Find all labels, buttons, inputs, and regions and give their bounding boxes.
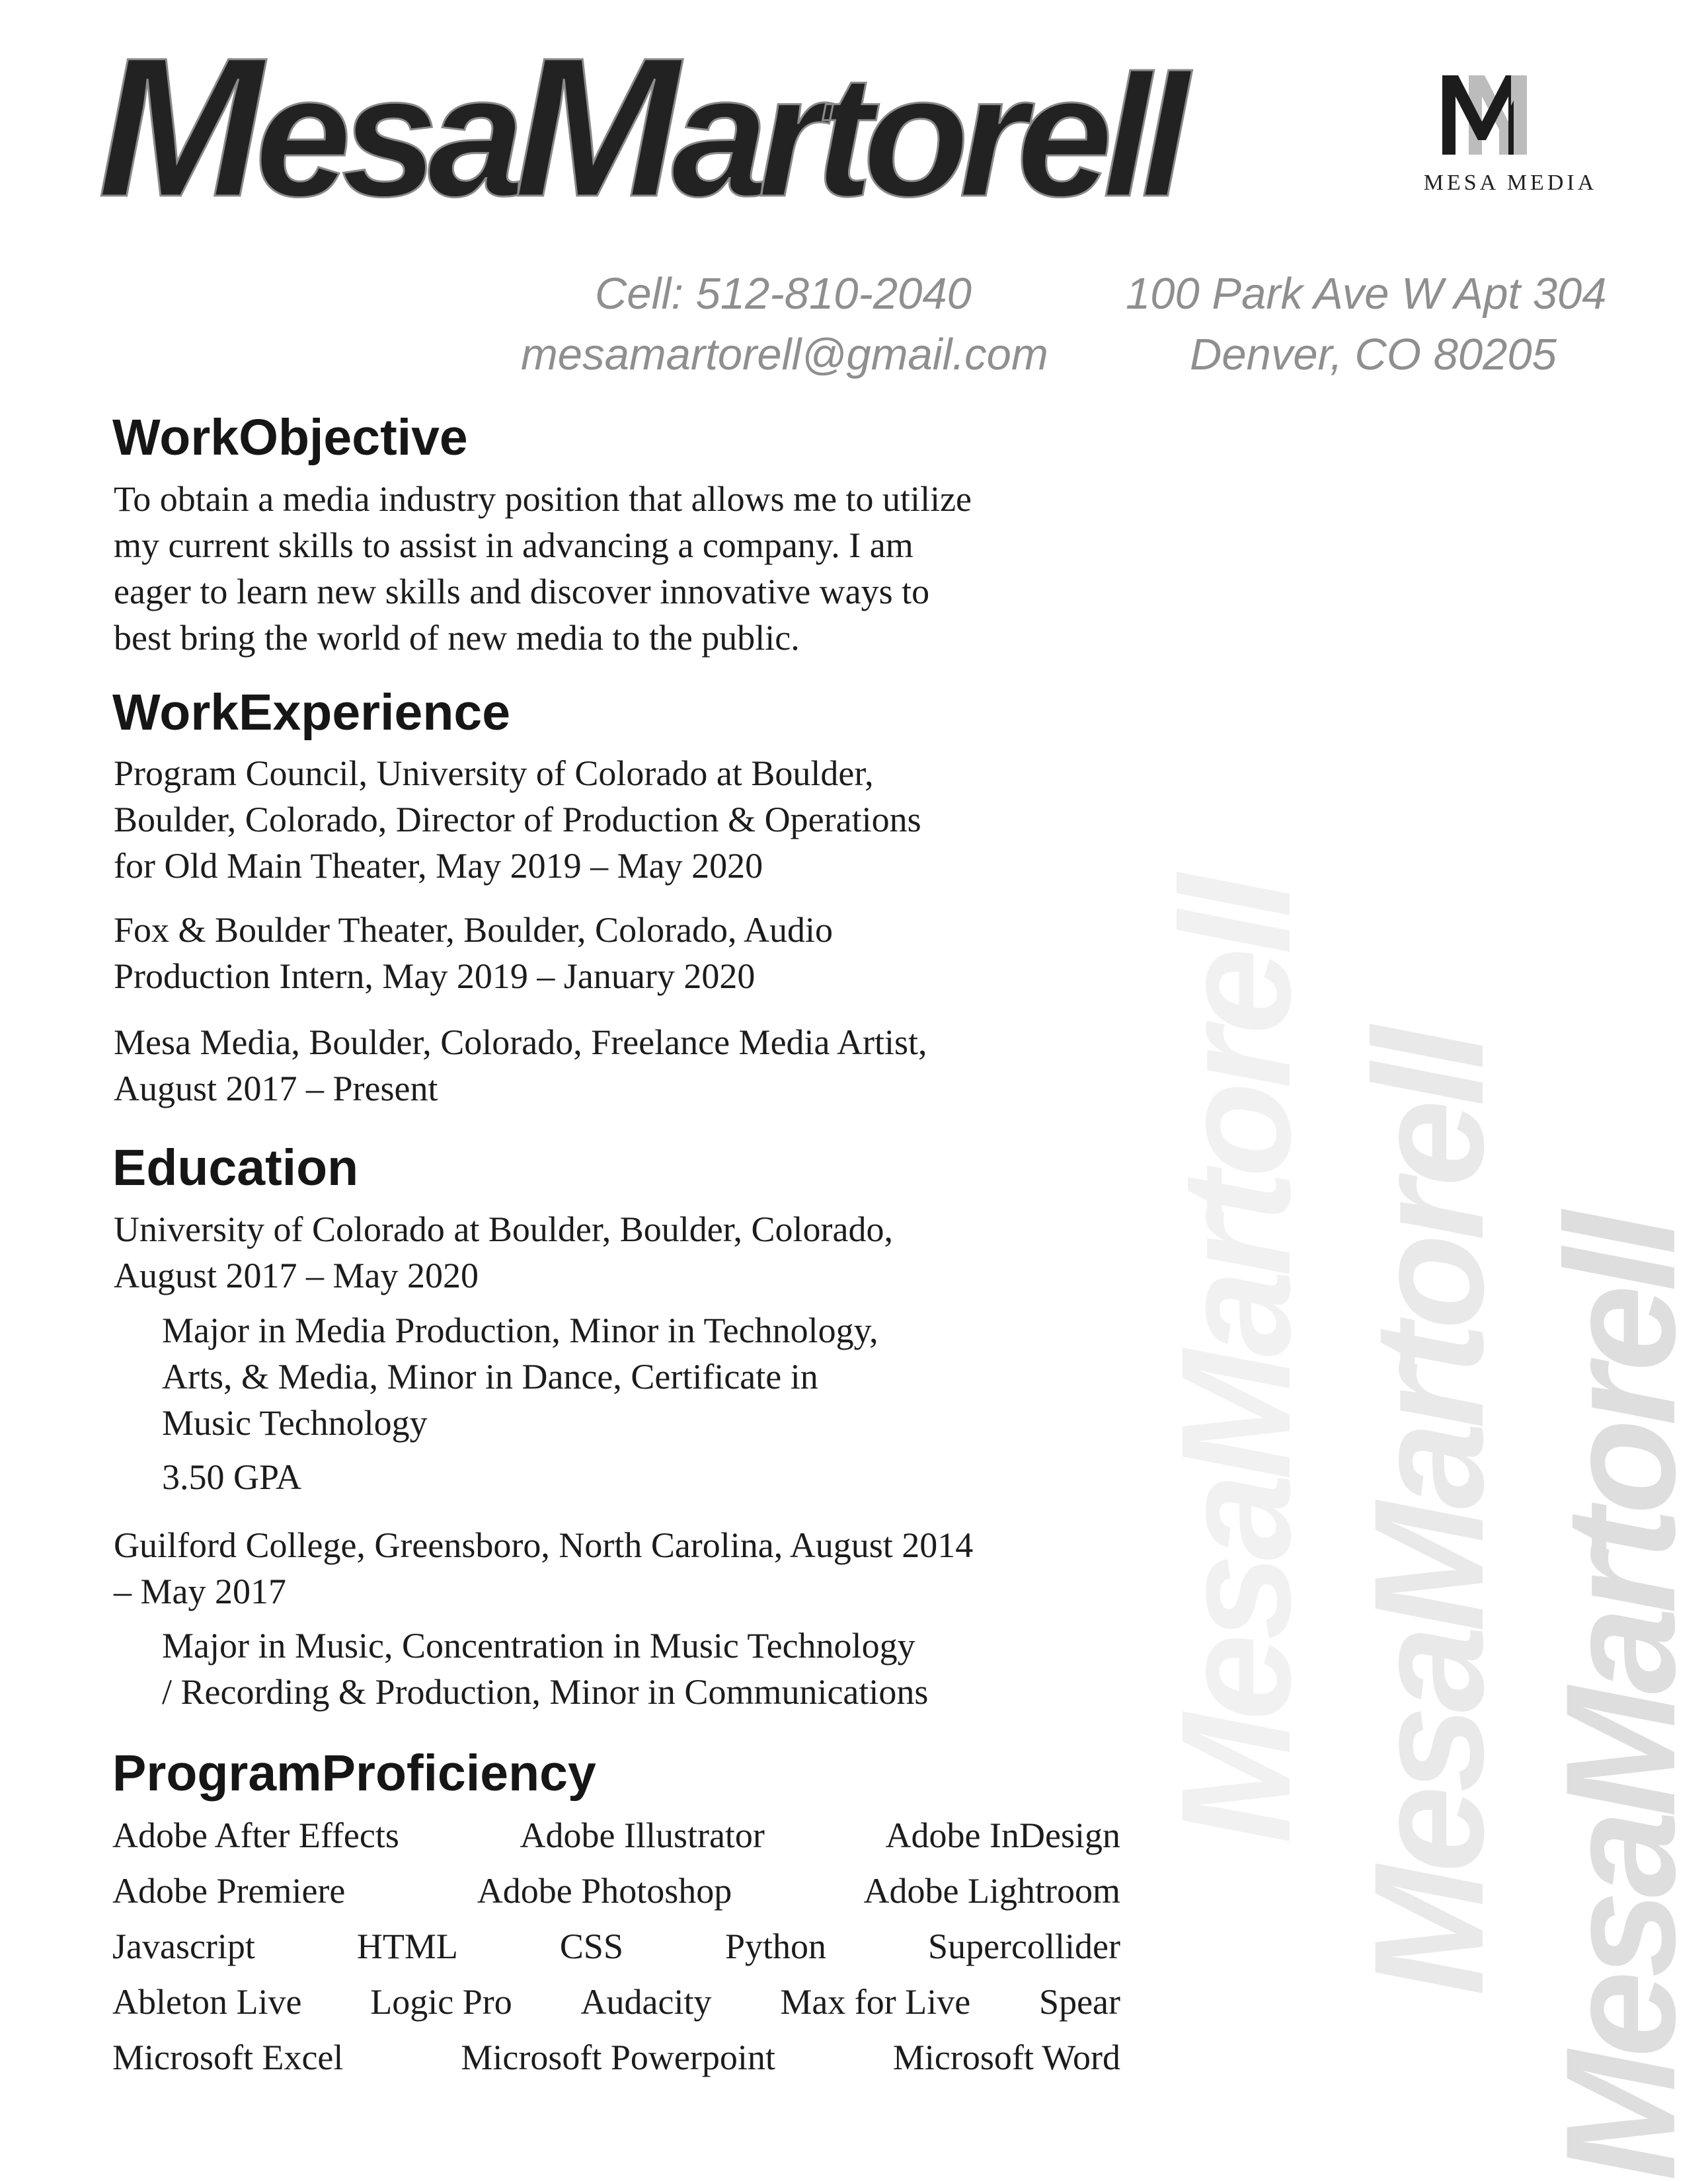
program-item: Supercollider <box>928 1927 1120 1966</box>
mesa-media-logo <box>1408 66 1613 198</box>
logo-text: MESA MEDIA <box>1423 171 1598 195</box>
education-details: Major in Media Production, Minor in Technology, Arts, & Media, Minor in Dance, Certificate in Music Technology <box>162 1311 878 1443</box>
program-row <box>112 2030 1120 2085</box>
program-item: Adobe After Effects <box>112 1816 399 1855</box>
program-item: Microsoft Powerpoint <box>461 2038 775 2077</box>
section-heading-objective: WorkObjective <box>112 409 468 466</box>
program-item: Adobe Illustrator <box>520 1816 765 1855</box>
program-item: Microsoft Excel <box>112 2038 344 2077</box>
education-school: University of Colorado at Boulder, Boulder, Colorado, August 2017 – May 2020 <box>114 1209 893 1295</box>
program-item: Javascript <box>112 1927 255 1966</box>
program-item: Adobe Lightroom <box>863 1871 1120 1911</box>
program-item: Max for Live <box>780 1982 971 2022</box>
program-item: Adobe Photoshop <box>477 1871 732 1911</box>
section-heading-programs: ProgramProficiency <box>112 1745 596 1802</box>
program-row <box>112 1919 1120 1974</box>
program-row <box>112 1974 1120 2030</box>
program-row <box>112 1863 1120 1919</box>
experience-entry: Mesa Media, Boulder, Colorado, Freelance Media Artist, August 2017 – Present <box>114 1022 927 1108</box>
education-details: Major in Music, Concentration in Music Technology / Recording & Production, Minor in Communications <box>162 1626 929 1712</box>
program-item: Adobe InDesign <box>885 1816 1120 1855</box>
contact-street: 100 Park Ave W Apt 304 <box>1126 269 1607 319</box>
program-list <box>112 1808 1120 2085</box>
program-item: Spear <box>1039 1982 1120 2022</box>
program-item: Audacity <box>580 1982 712 2022</box>
watermark-name-1: MesaMartorell <box>1149 880 1323 1844</box>
contact-email: mesamartorell@gmail.com <box>521 330 1048 379</box>
program-item: CSS <box>559 1927 623 1966</box>
watermark-name-3: MesaMartorell <box>1533 1217 1708 2181</box>
education-gpa: 3.50 GPA <box>162 1457 302 1497</box>
mm-logo-icon <box>1442 69 1574 161</box>
program-item: Python <box>725 1927 827 1966</box>
contact-phone: Cell: 512-810-2040 <box>595 269 972 319</box>
program-item: Microsoft Word <box>892 2038 1120 2077</box>
experience-entry: Fox & Boulder Theater, Boulder, Colorado, Audio Production Intern, May 2019 – January 2020 <box>114 910 834 996</box>
section-heading-experience: WorkExperience <box>112 684 511 741</box>
program-row <box>112 1808 1120 1863</box>
section-heading-education: Education <box>112 1139 359 1196</box>
program-item: Adobe Premiere <box>112 1871 346 1911</box>
watermark-name-2: MesaMartorell <box>1342 1032 1516 1996</box>
experience-entry: Program Council, University of Colorado at Boulder, Boulder, Colorado, Director of Production & Operations for Old Main Theater, May 2019 – May 2020 <box>114 753 921 886</box>
education-school: Guilford College, Greensboro, North Carolina, August 2014 – May 2017 <box>114 1525 974 1611</box>
program-item: Ableton Live <box>112 1982 302 2022</box>
objective-text: To obtain a media industry position that allows me to utilize my current skills to assist in advancing a company. I am eager to learn new skills and discover innovative ways to best bring the world of new media to the public. <box>114 479 972 658</box>
contact-city: Denver, CO 80205 <box>1190 330 1557 379</box>
program-item: HTML <box>356 1927 458 1966</box>
resume-name-title: MesaMartorell <box>98 16 1180 238</box>
program-item: Logic Pro <box>370 1982 512 2022</box>
